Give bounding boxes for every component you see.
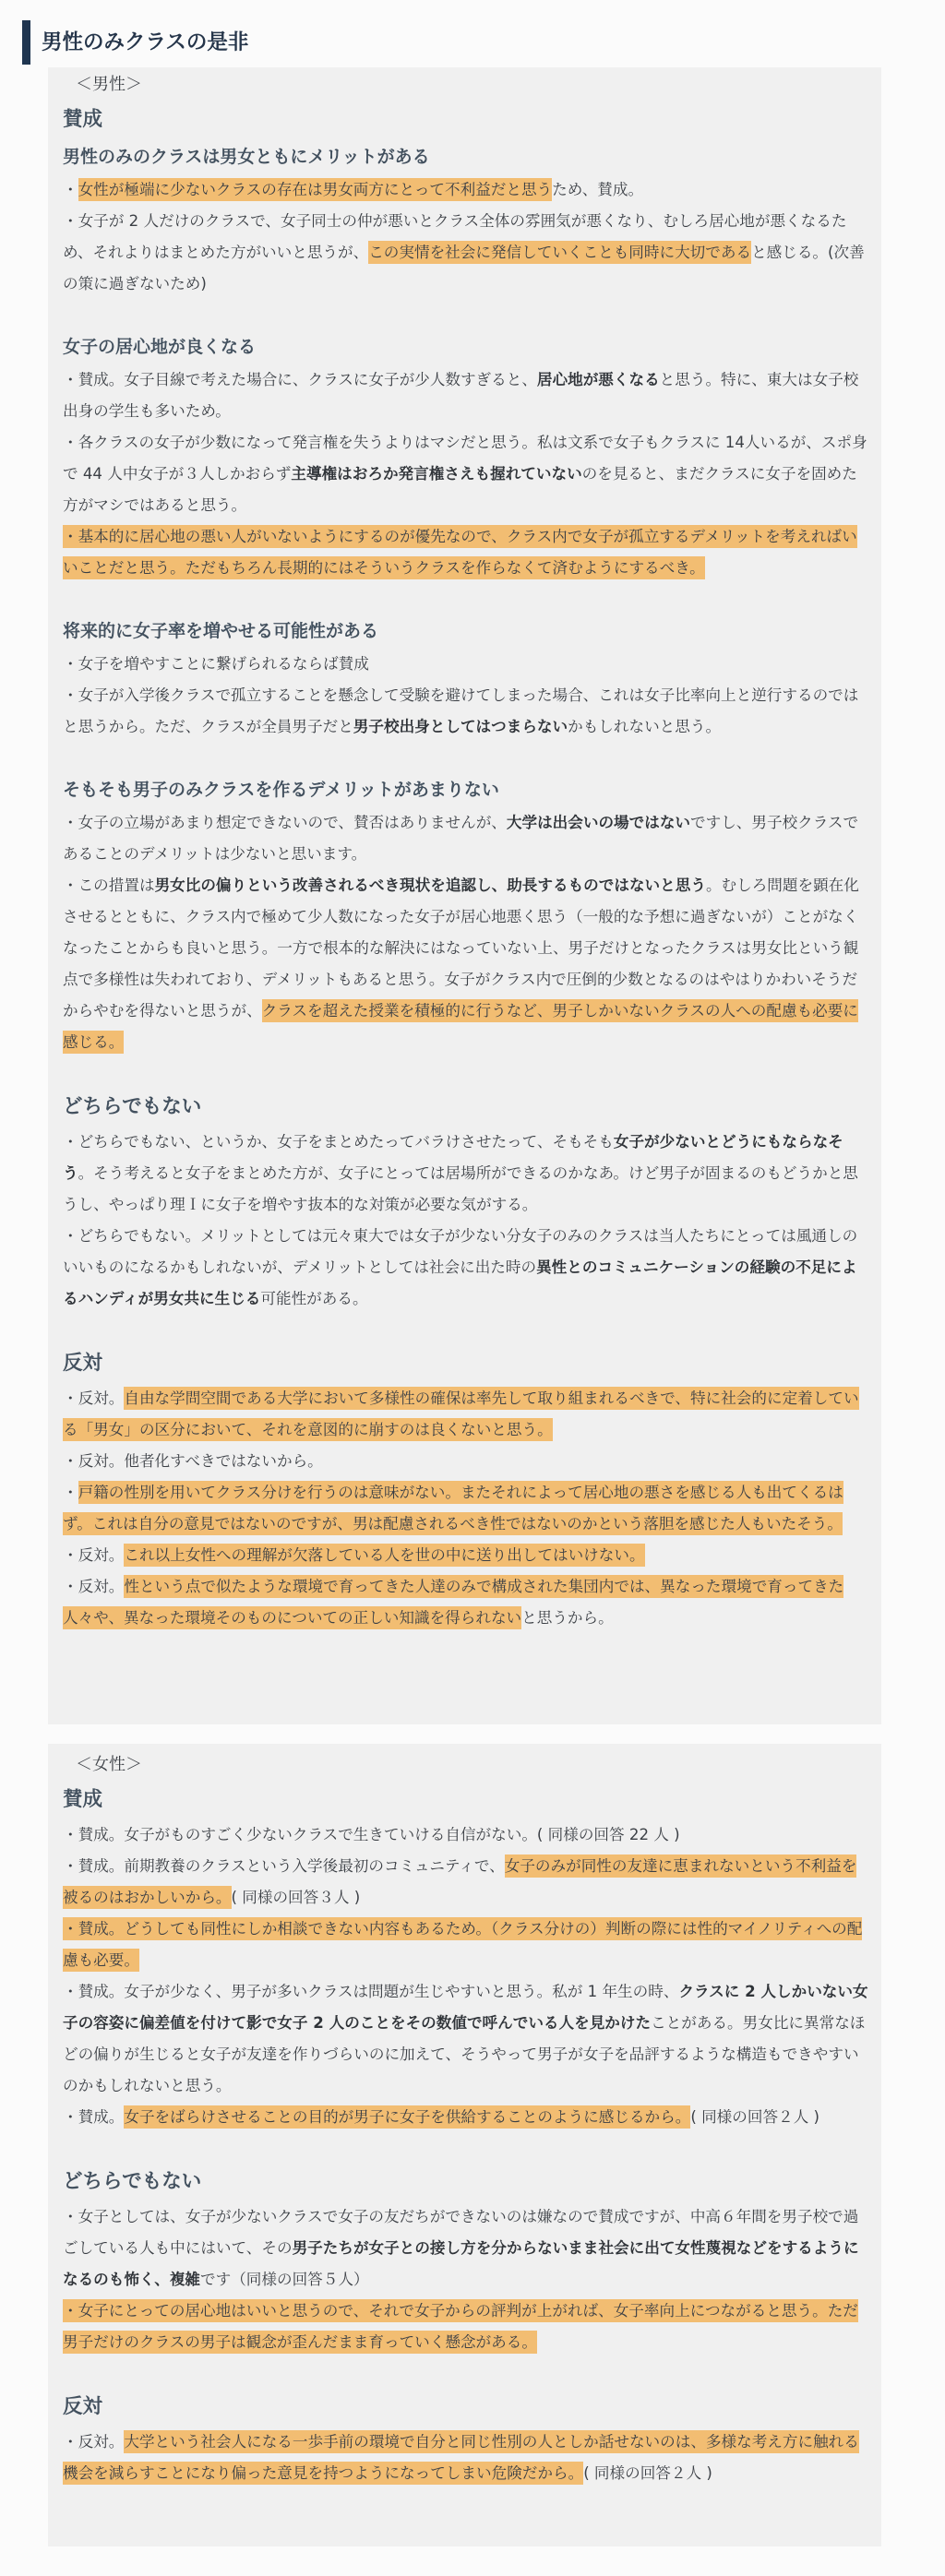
text-segment: かもしれないと思う。 [568,718,722,735]
bold-text: 男子たちが女子との接し方を分からないまま社会に出て女性蔑視などをするようになるのも怖く、複雑 [63,2239,859,2288]
highlighted-text: これ以上女性への理解が欠落している人を世の中に送り出してはいけない。 [124,1544,644,1567]
highlighted-text: 男は配慮されるべき性ではないのかという落胆を感じた人もいたそう。 [353,1512,843,1535]
response-item [63,1571,868,1634]
highlighted-text: ・ [63,2299,78,2322]
text-segment: ・女子の立場があまり想定できないので、賛否はありませんが、 [63,814,507,831]
text-segment: 。むしろ問題を顕在化させるとともに、クラス内で極めて少人数になった女子が居心地悪く思う（一般的な予想に過ぎないが）ことがなくなったことからも良いと思う。一方で根本的な解決にはなっていない上、男子だけとなったクラスは男女比という観点で多様性は失われており、デメリットもあると思う。女子がクラス内で圧倒的少数となるのはやはりかわいそうだからやむを得ないと思うが、 [63,877,859,1020]
response-item [63,1851,868,1914]
response-item [63,521,868,584]
text-segment: です（同様の回答５人） [200,2271,369,2288]
male-responses-panel [48,67,881,1724]
response-item [63,2427,868,2489]
text-segment: ・女子が 2 人だけのクラスで、女子同士の仲が悪いとクラス全体の雰囲気が悪くなり、むしろ居心地が悪くなるため、それよりはまとめた方がいいと思うが、 [63,212,847,261]
text-segment: ・ [63,1484,78,1501]
bold-text: 大学は出会いの場ではない [506,814,691,831]
response-item [63,364,868,427]
text-segment: ですし、男子校クラスであることのデメリットは少ないと思います。 [63,814,859,863]
stance-heading: 賛成 [63,108,103,131]
response-item [63,870,868,1058]
female-sections [63,1781,868,2489]
text-segment: ・賛成。女子目線で考えた場合に、クラスに女子が少人数すぎると、 [63,371,537,388]
response-item [63,174,868,206]
highlighted-text: この実情を社会に発信していくことも同時に大切である [368,241,751,264]
text-segment: ・反対。 [63,1546,125,1564]
response-item [63,206,868,300]
male-sections [63,101,868,1634]
highlighted-text: 女子のみが同性の友達に恵まれないという不利益を被るのはおかしいから。 [63,1854,856,1909]
highlighted-text: 女性が極端に少ないクラスの存在は男女両方にとって不利益だと思う [78,178,553,201]
text-segment: ( 同様の回答２人 ) [583,2464,712,2482]
highlighted-text: 賛成。どうしても同性にしか相談できない内容もあるため。（クラス分けの）判断の際には性的マイノリティへの配慮も必要。 [63,1917,862,1972]
text-segment: ・賛成。前期教養のクラスという入学後最初のコミュニティで、 [63,1857,505,1875]
response-item [63,427,868,521]
text-segment: ・女子が入学後クラスで孤立することを懸念して受験を避けてしまった場合、これは女子比率向上と逆行するのではと思うから。ただ、クラスが全員男子だと [63,686,859,735]
response-item [63,1127,868,1221]
response-item [63,1819,868,1851]
group-label-male: ＜男性＞ [76,75,142,94]
stance-heading: 賛成 [63,1788,103,1811]
group-label-female: ＜女性＞ [76,1755,142,1774]
stance-heading: 反対 [63,1352,103,1375]
text-segment: ・どちらでもない。メリットとしては元々東大では女子が少ない分女子のみのクラスは当人たちにとっては風通しのいいものになるかもしれないが、デメリットとしては社会に出た時の [63,1227,858,1276]
response-item [63,2201,868,2296]
text-segment: ことがある。男女比に異常なほどの偏りが生じると女子が友達を作りづらいのに加えて、そうやって男子が女子を品評するような構造もできやすいのかもしれないと思う。 [63,2014,866,2094]
text-segment: ・賛成。女子が少なく、男子が多いクラスは問題が生じやすいと思う。私が 1 年生の時、 [63,1983,679,2000]
bold-text: 主導権はおろか発言権さえも握れていない [291,465,582,483]
highlighted-text: 女子にとっての居心地はいいと思うので、それで女子からの評判が上がれば、女子率向上につながると思う。ただ男子だけのクラスの男子は観念が歪んだまま育っていく懸念がある。 [63,2299,858,2354]
bold-text: 女子が少ないとどうにもならなそう [63,1133,843,1182]
stance-heading: 反対 [63,2395,103,2418]
topic-heading: 将来的に女子率を増やせる可能性がある [63,621,379,641]
text-segment: ・各クラスの女子が少数になって発言権を失うよりはマシだと思う。私は文系で女子もクラスに 14人いるが、スポ身で 44 人中女子が３人しかおらず [63,434,867,483]
highlighted-text: 自由な学問空間である大学において多様性の確保は率先して取り組まれるべきで、特に社会的に定着している「男女」の区分において、それを意図的に崩すのは良くないと思う。 [63,1387,859,1441]
topic-heading: そもそも男子のみクラスを作るデメリットがあまりない [63,780,499,800]
text-segment: ・ [63,181,78,198]
highlighted-text: 基本的に居心地の悪い人がいないようにするのが優先なので、クラス内で女子が孤立するデメリットを考えればいいことだと思う。ただもちろん長期的にはそういうクラスを作らなくて済むようにするべき。 [63,525,857,579]
response-item [63,1446,868,1477]
text-segment: と思うから。 [521,1609,614,1627]
text-segment: ・女子としては、女子が少ないクラスで女子の友だちができないのは嫌なので賛成ですが、中高６年間を男子校で過ごしている人も中にはいて、その [63,2208,859,2257]
bold-text: 男子校出身としてはつまらない [353,718,568,735]
text-segment: 可能性がある。 [260,1290,368,1307]
response-item [63,1383,868,1446]
response-item [63,1976,868,2102]
female-responses-panel [48,1744,881,2546]
text-segment: ( 同様の回答２人 ) [690,2108,819,2126]
bold-text: 居心地が悪くなる [536,371,660,388]
page-title: 男性のみクラスの是非 [22,20,248,65]
response-item [63,1914,868,1976]
highlighted-text: 戸籍の性別を用いてクラス分けを行うのは意味がない。またそれによって居心地の悪さを感じる人も出てくるはず。これは自分の意見ではないのですが、 [63,1481,843,1535]
text-segment: のを見ると、まだクラスに女子を固めた方がマシではあると思う。 [63,465,857,514]
topic-heading: 男性のみのクラスは男女ともにメリットがある [63,147,430,167]
highlighted-text: ・ [63,1917,78,1940]
bold-text: クラスに 2 人しかいない女子の容姿に偏差値を付けて影で女子 2 人のことをその数値で呼んでいる人を見かけた [63,1983,868,2032]
highlighted-text: 性という点で似たような環境で育ってきた人達のみで構成された集団内では、異なった環境で育ってきた人々や、異なった環境そのものについての正しい知識を得られない [63,1575,843,1629]
stance-heading: どちらでもない [63,1095,202,1118]
response-item [63,807,868,870]
highlighted-text: 大学という社会人になる一歩手前の環境で自分と同じ性別の人としか話せないのは、多様な考え方に触れる機会を減らすことになり偏った意見を持つようになってしまい危険だから。 [63,2430,859,2485]
response-item [63,1221,868,1315]
text-segment: と感じる。(次善の策に過ぎないため) [63,244,865,292]
text-segment: ・どちらでもない、というか、女子をまとめたってバラけさせたって、そもそも [63,1133,614,1151]
text-segment: ・反対。他者化すべきではないから。 [63,1452,323,1470]
response-item [63,1477,868,1540]
response-item [63,680,868,743]
text-segment: ・賛成。 [63,2108,125,2126]
text-segment: ・賛成。女子がものすごく少ないクラスで生きていける自信がない。( 同様の回答 22 人 ) [63,1826,680,1843]
text-segment: ため、賛成。 [552,181,644,198]
bold-text: 異性とのコミュニケーションの経験の不足によるハンディが男女共に生じる [63,1258,857,1307]
text-segment: ・反対。 [63,2433,125,2451]
bold-text: 男女比の偏りという改善されるべき現状を追認し、助長するものではないと思う [154,877,706,894]
text-segment: 。そう考えると女子をまとめた方が、女子にとっては居場所ができるのかなあ。けど男子が固まるのもどうかと思うし、やっぱり理Ｉに女子を増やす抜本的な対策が必要な気がする。 [63,1164,858,1213]
highlighted-text: ・ [63,525,78,548]
text-segment: ・反対。 [63,1389,125,1407]
response-item [63,1540,868,1571]
highlighted-text: クラスを超えた授業を積極的に行うなど、男子しかいないクラスの人への配慮も必要に感じる。 [63,999,858,1054]
response-item [63,2296,868,2358]
highlighted-text: 女子をばらけさせることの目的が男子に女子を供給することのように感じるから。 [124,2105,690,2129]
text-segment: と思う。特に、東大は女子校出身の学生も多いため。 [63,371,859,420]
topic-heading: 女子の居心地が良くなる [63,337,257,357]
response-item [63,2102,868,2133]
stance-heading: どちらでもない [63,2170,202,2193]
response-item [63,649,868,680]
text-segment: ・反対。 [63,1578,125,1595]
text-segment: ・女子を増やすことに繋げられるならば賛成 [63,655,369,673]
text-segment: ・この措置は [63,877,155,894]
text-segment: ( 同様の回答３人 ) [231,1889,361,1906]
